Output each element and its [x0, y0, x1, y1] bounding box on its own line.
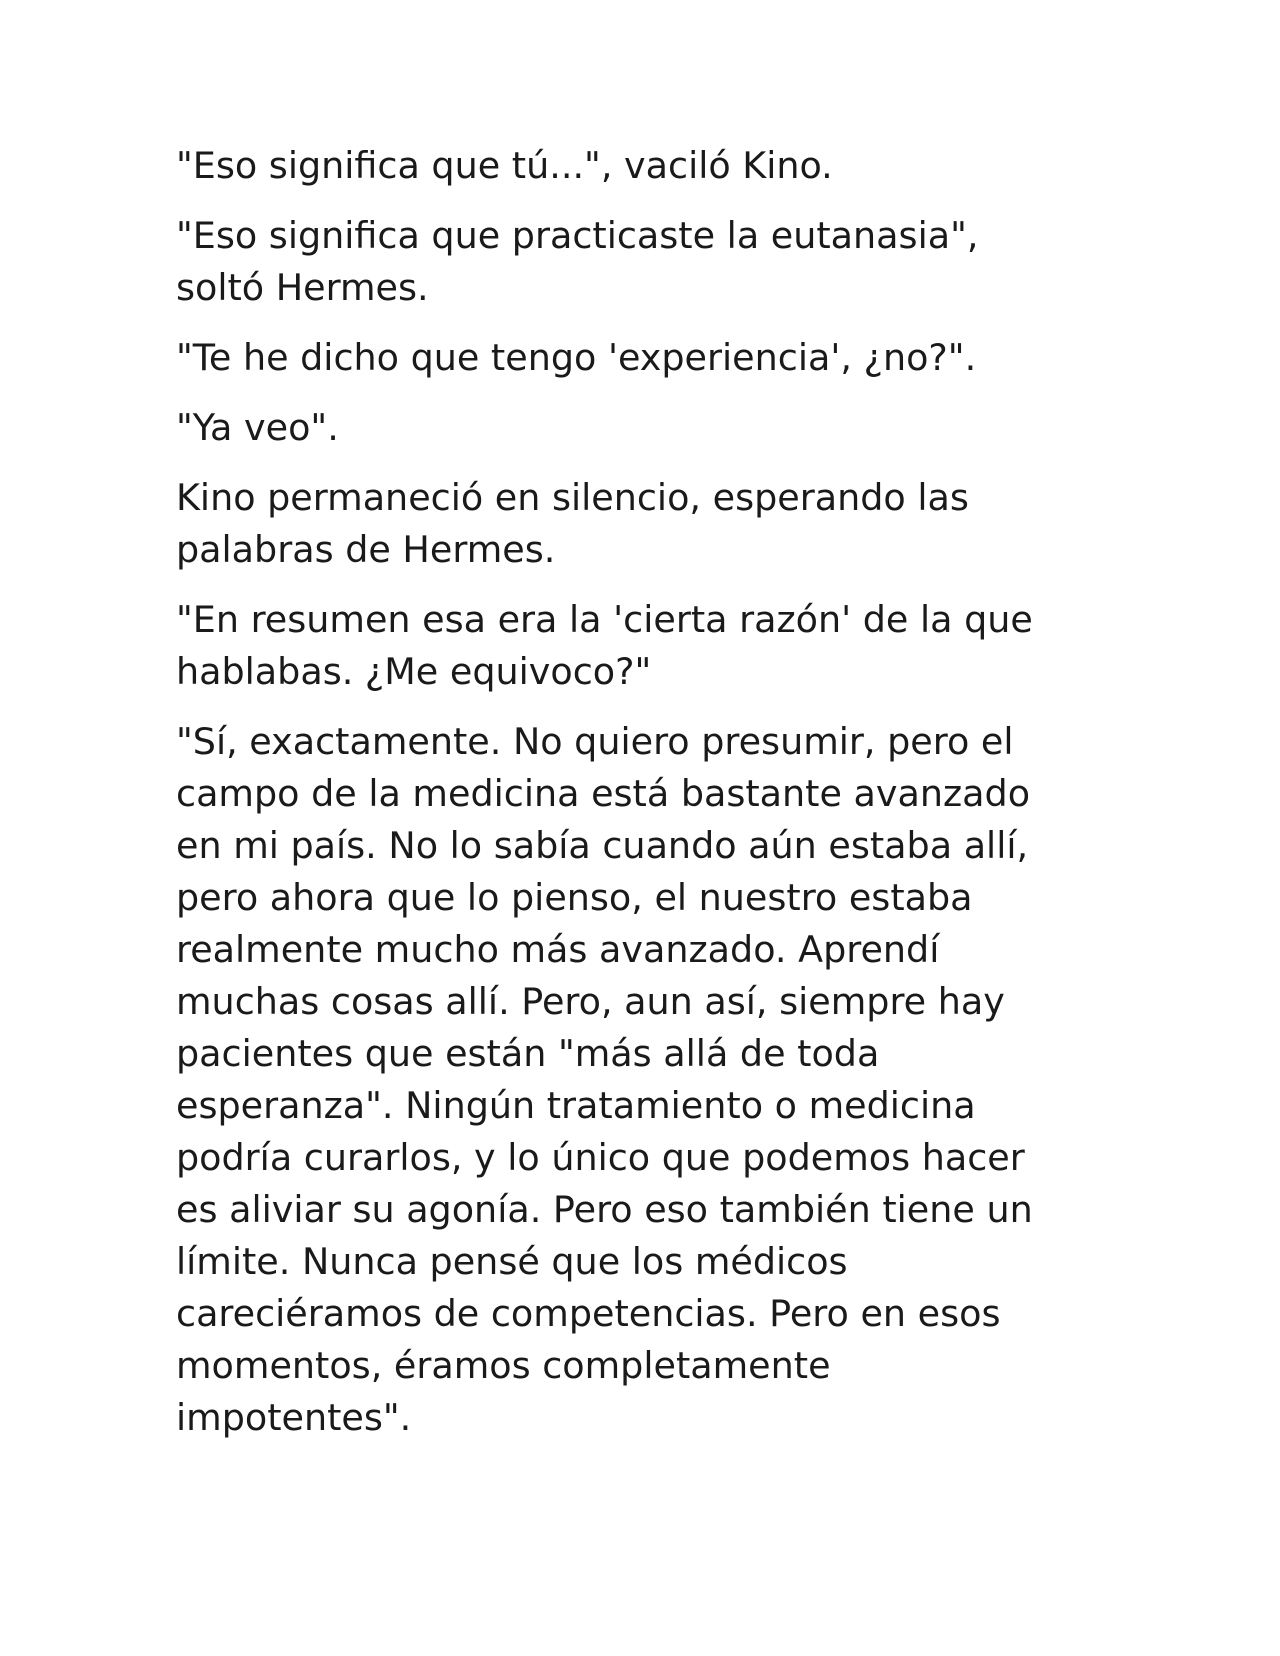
paragraph-3: "Te he dicho que tengo 'experiencia', ¿no?".: [176, 336, 977, 379]
paragraph-4: "Ya veo".: [176, 406, 339, 449]
paragraph-6: "En resumen esa era la 'cierta razón' de la que hablabas. ¿Me equivoco?": [176, 598, 1033, 693]
paragraph-2: "Eso significa que practicaste la eutanasia", soltó Hermes.: [176, 214, 979, 309]
document-page: [176, 140, 1076, 1462]
paragraph-5: Kino permaneció en silencio, esperando las palabras de Hermes.: [176, 476, 969, 571]
paragraph-7: "Sí, exactamente. No quiero presumir, pero el campo de la medicina está bastante avanzado en mi país. No lo sabía cuando aún estaba allí, pero ahora que lo pienso, el nuestro estaba realmente mucho más avanzado. Aprendí muchas cosas allí. Pero, aun así, siempre hay pacientes que están "más allá de toda esperanza". Ningún tratamiento o medicina podría curarlos, y lo único que podemos hacer es aliviar su agonía. Pero eso también tiene un límite. Nunca pensé que los médicos careciéramos de competencias. Pero en esos momentos, éramos completamente impotentes".: [176, 720, 1033, 1439]
paragraph-1: "Eso significa que tú...", vaciló Kino.: [176, 144, 833, 187]
